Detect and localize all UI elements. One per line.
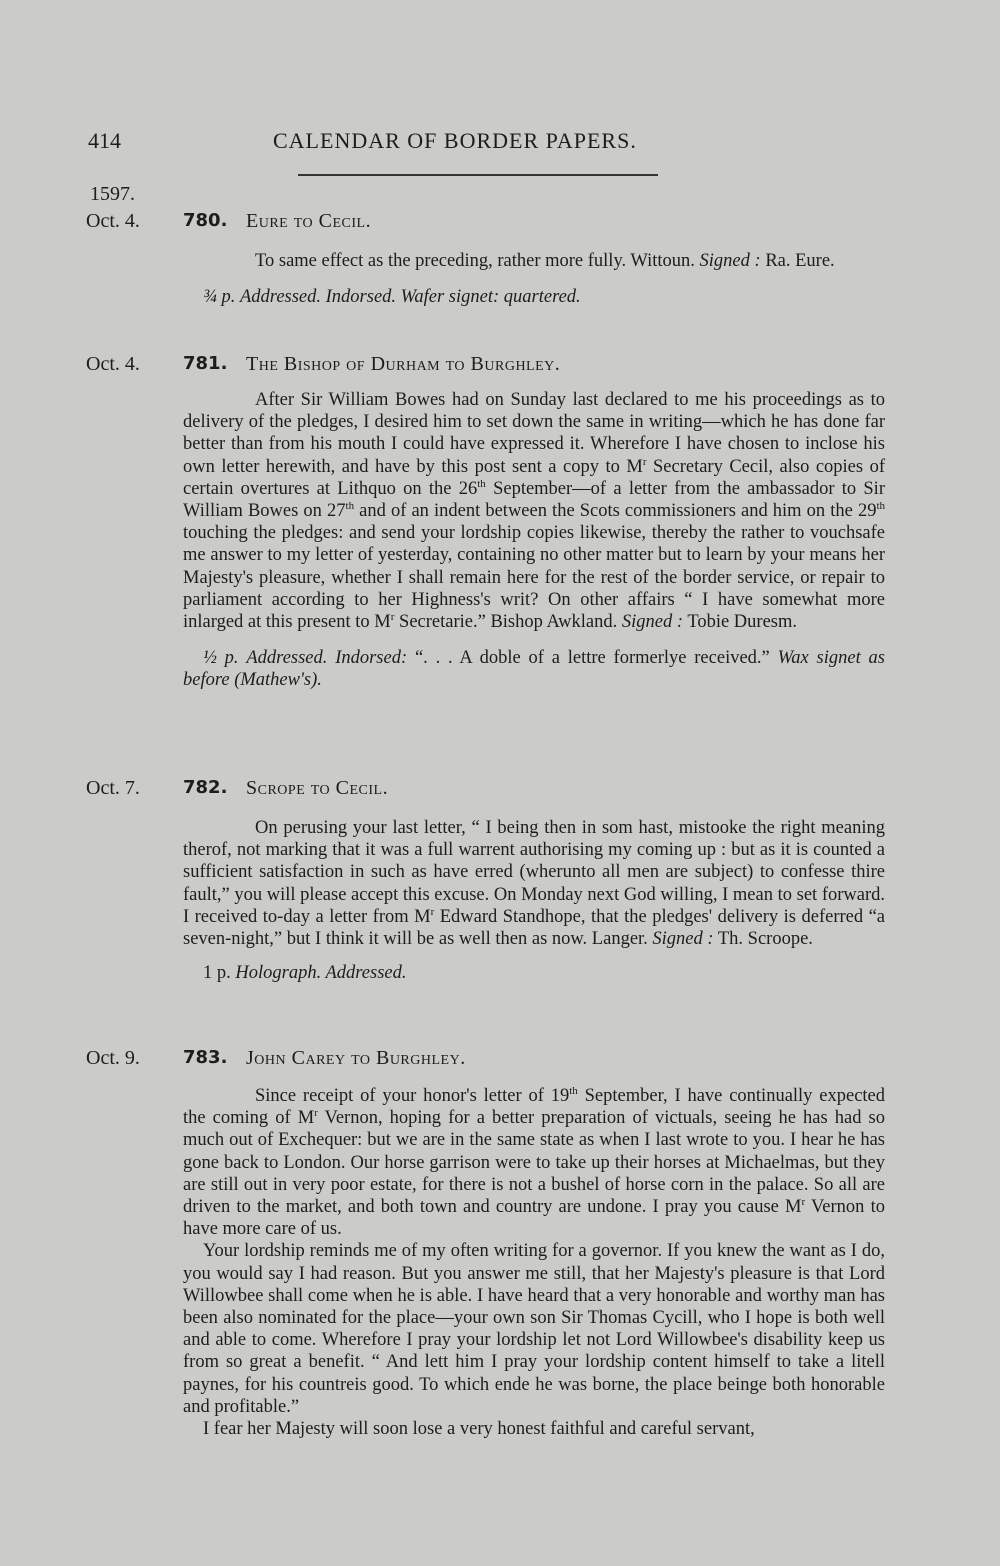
note-size: 1 p.: [203, 963, 231, 984]
paragraph: I fear her Majesty will soon lose a very honest faithful and careful servant,: [203, 1419, 755, 1440]
body-text: Secretarie.” Bishop Awkland.: [394, 612, 618, 633]
year-label: 1597.: [90, 183, 135, 205]
superscript: r: [430, 905, 435, 918]
entry-body: [183, 389, 885, 633]
paragraph: [183, 1085, 885, 1240]
entry-783: [86, 1047, 886, 1440]
note-text: Holograph. Addressed.: [235, 963, 407, 984]
body-text: touching the pledges: and send your lordship copies likewise, thereby the rather to vouchsafe me answer to my letter of yesterday, containing no other matter but to learn by your means her Majesty's pleasure, whether I shall remain here for the rest of the border service, or repair to parliament according to her Highness's writ? On other affairs “ I have somewhat more inlarged at this present to M: [183, 523, 885, 633]
running-title: CALENDAR OF BORDER PAPERS.: [273, 128, 637, 153]
entry-781: [86, 353, 886, 692]
note-text: Wax signet as before (Mathew's).: [183, 648, 886, 691]
body-text: To same effect as the preceding, rather more fully. Wittoun.: [255, 251, 695, 271]
body-text: Edward Standhope, that the pledges' delivery is deferred “a seven-night,” but I think it will be as well then as now. Langer.: [183, 906, 885, 950]
body-text: Vernon, hoping for a better preparation of victuals, seeing he has had so much out of Exchequer: but we are in the same state as when I last wrote to you. I hear he has gone back to London. Our horse garrison were to take up their horses at Michaelmas, but they are still out in very poor estate, for there is not a bushel of horse corn in the palace. So all are driven to the market, and both town and country are undone. I pray you cause M: [183, 1108, 885, 1218]
signed-label: Signed :: [621, 612, 684, 633]
note-text: Addressed. Indorsed. Wafer signet: quartered.: [240, 287, 581, 308]
body-text: September—of a letter from the ambassador to Sir William Bowes on 27: [183, 478, 885, 522]
superscript: r: [390, 610, 395, 623]
superscript: th: [569, 1084, 578, 1097]
superscript: th: [876, 499, 886, 512]
entry-title: Scrope to Cecil.: [246, 777, 389, 799]
superscript: r: [642, 455, 647, 468]
entry-number: 783.: [183, 1047, 228, 1068]
body-text: Since receipt of your honor's letter of 19: [255, 1086, 570, 1106]
body-text: and of an indent between the Scots commissioners and him on the 29: [354, 501, 877, 522]
entry-note: [183, 962, 885, 984]
entry-782: [86, 777, 886, 984]
entry-heading: [86, 1047, 886, 1073]
body-text: On perusing your last letter, “ I being then in som hast, mistooke the right meaning therof, not marking that it was a full warrent authorising my coming up : but as it is counted a sufficient satisfaction in such as have erred (wherunto all men are subject) to confesse thire fault,” you will please accept this excuse. On Monday next God willing, I mean to set forward. I received to-day a letter from M: [183, 818, 885, 927]
signed-name: Th. Scroope.: [717, 929, 813, 950]
entry-number: 782.: [183, 777, 228, 798]
entry-body: [183, 1085, 885, 1440]
header-rule: [298, 174, 658, 176]
signed-name: Tobie Duresm.: [687, 612, 797, 633]
superscript: th: [345, 499, 355, 512]
entry-title: John Carey to Burghley.: [246, 1047, 466, 1069]
entry-heading: [86, 210, 886, 236]
entry-date: Oct. 7.: [86, 777, 140, 799]
entry-title: Eure to Cecil.: [246, 210, 372, 232]
entry-date: Oct. 9.: [86, 1047, 140, 1069]
entry-780: [86, 210, 886, 308]
entry-heading: [86, 353, 886, 379]
superscript: r: [801, 1195, 806, 1208]
note-quote: “. . . A doble of a lettre formerlye received.”: [414, 648, 770, 669]
entry-number: 781.: [183, 353, 228, 374]
note-size: ¾ p.: [203, 287, 236, 308]
entry-heading: [86, 777, 886, 803]
note-text: Addressed. Indorsed:: [246, 648, 408, 669]
entry-note: [183, 286, 885, 308]
entry-body: [183, 250, 885, 272]
entry-number: 780.: [183, 210, 228, 231]
entry-body: [183, 817, 885, 950]
body-text: After Sir William Bowes had on Sunday last declared to me his proceedings as to delivery of the pledges, I desired him to set down the same in writing—which he has done far better than from his mouth I could have expressed it. Wherefore I have chosen to inclose his own letter herewith, and have by this post sent a copy to M: [183, 390, 885, 477]
page-header: [88, 128, 888, 168]
entry-date: Oct. 4.: [86, 210, 140, 232]
page-number: 414: [88, 128, 121, 153]
entry-note: [183, 647, 885, 691]
note-size: ½ p.: [203, 648, 239, 669]
paragraph: Your lordship reminds me of my often writing for a governor. If you knew the want as I do, you would say I had reason. But you answer me still, that her Majesty's pleasure is that Lord Willowbee shall come when he is able. I have heard that a very honorable and worthy man has been also nominated for the place—your own son Sir Thomas Cycill, who I hope is both well and able to come. Wherefore I pray your lordship let not Lord Willowbee's disability keep us from so great a benefit. “ And lett him I pray your lordship content himself to take a litell paynes, for his countreis good. To which ende he was borne, the place beinge both honorable and profitable.”: [183, 1241, 885, 1417]
entry-date: Oct. 4.: [86, 353, 140, 375]
signed-label: Signed :: [699, 251, 761, 271]
superscript: r: [314, 1107, 318, 1120]
signed-label: Signed :: [652, 929, 714, 950]
body-text: Vernon to have more care of us.: [183, 1197, 885, 1240]
superscript: th: [477, 477, 486, 490]
entry-title: The Bishop of Durham to Burghley.: [246, 353, 561, 375]
body-text: September, I have continually expected the coming of M: [183, 1086, 886, 1129]
body-text: Secretary Cecil, also copies of certain overtures at Lithquo on the 26: [183, 456, 886, 499]
signed-name: Ra. Eure.: [765, 251, 835, 271]
